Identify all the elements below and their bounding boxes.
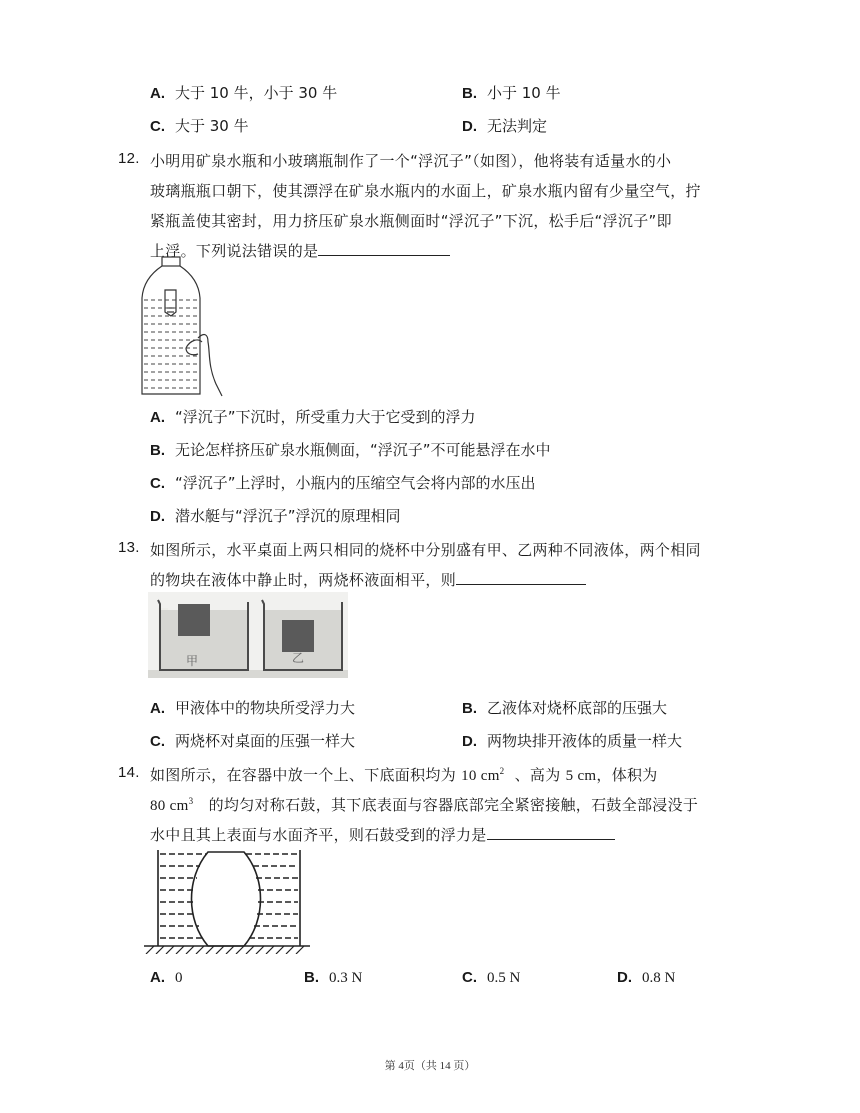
option-text: 两物块排开液体的质量一样大 [487, 732, 683, 750]
q12-option-a [150, 406, 476, 427]
q14-option-a [150, 968, 183, 987]
q12-stem-line-1: 小明用矿泉水瓶和小玻璃瓶制作了一个“浮沉子”（如图），他将装有适量水的小 [150, 152, 672, 170]
option-text: 两烧杯对桌面的压强一样大 [175, 732, 356, 750]
answer-blank [318, 241, 450, 256]
q12-number: 12. [118, 150, 140, 167]
q11-option-c [150, 115, 249, 136]
answer-blank [487, 825, 615, 840]
option-text: 0.3 N [329, 970, 363, 986]
q12-stem-text: 上浮。下列说法错误的是 [150, 242, 319, 260]
option-text: “浮沉子”上浮时，小瓶内的压缩空气会将内部的水压出 [175, 474, 536, 492]
option-label: A. [150, 969, 165, 986]
stone-drum-figure [144, 848, 310, 954]
option-label: B. [462, 700, 477, 717]
option-label: A. [150, 409, 165, 426]
option-text: 潜水艇与“浮沉子”浮沉的原理相同 [175, 507, 401, 525]
q12-stem-line-3: 紧瓶盖使其密封，用力挤压矿泉水瓶侧面时“浮沉子”下沉，松手后“浮沉子”即 [150, 212, 672, 230]
beaker-label-jia: 甲 [186, 654, 199, 668]
q11-option-b [462, 82, 561, 103]
beaker-jia [158, 600, 248, 670]
q14-option-d [617, 968, 675, 987]
q13-option-c [150, 730, 355, 751]
option-text: 无法判定 [487, 117, 548, 135]
option-text: “浮沉子”下沉时，所受重力大于它受到的浮力 [175, 408, 476, 426]
q12-stem-line-2: 玻璃瓶瓶口朝下，使其漂浮在矿泉水瓶内的水面上，矿泉水瓶内留有少量空气，拧 [150, 182, 701, 200]
q14-text: ，体积为 [596, 766, 658, 784]
cartesian-diver-figure [138, 256, 234, 398]
q14-stem-line-3 [150, 824, 615, 845]
option-label: D. [617, 969, 632, 986]
q14-text: 的均匀对称石鼓，其下底表面与容器底部完全紧密接触，石鼓全部浸没于 [208, 796, 699, 814]
option-label: B. [462, 85, 477, 102]
q13-option-a [150, 697, 355, 718]
q12-option-d [150, 505, 401, 526]
option-text: 乙液体对烧杯底部的压强大 [487, 699, 668, 717]
answer-blank [456, 570, 586, 585]
option-label: B. [150, 442, 165, 459]
option-label: D. [462, 733, 477, 750]
q14-option-c [462, 968, 520, 987]
option-label: A. [150, 700, 165, 717]
q12-option-c [150, 472, 536, 493]
area-value: 10 cm [461, 768, 500, 784]
option-label: D. [462, 118, 477, 135]
beaker-label-yi: 乙 [292, 651, 305, 665]
q14-height: 5 cm [565, 768, 597, 784]
option-label: B. [304, 969, 319, 986]
q14-area [461, 768, 504, 784]
q14-stem-line-2 [150, 794, 698, 815]
q12-option-b [150, 439, 551, 460]
q14-text: 、高为 [514, 766, 561, 784]
q14-text: 水中且其上表面与水面齐平，则石鼓受到的浮力是 [150, 826, 487, 844]
page-footer: 第 4页（共 14 页） [384, 1060, 476, 1072]
q13-option-b [462, 697, 667, 718]
q14-text: 如图所示，在容器中放一个上、下底面积均为 [150, 766, 457, 784]
q13-stem-text: 的物块在液体中静止时，两烧杯液面相平，则 [150, 571, 457, 589]
option-label: C. [150, 475, 165, 492]
q14-stem-line-1 [150, 764, 658, 785]
volume-exponent: 3 [188, 796, 194, 806]
option-text: 小于 10 牛 [487, 84, 561, 102]
option-text: 0.8 N [642, 970, 676, 986]
q14-option-b [304, 968, 362, 987]
q13-option-d [462, 730, 682, 751]
option-text: 甲液体中的物块所受浮力大 [175, 699, 356, 717]
option-text: 0 [175, 970, 183, 986]
option-text: 无论怎样挤压矿泉水瓶侧面，“浮沉子”不可能悬浮在水中 [175, 441, 551, 459]
option-label: C. [150, 118, 165, 135]
option-text: 0.5 N [487, 970, 521, 986]
q13-stem-line-1: 如图所示，水平桌面上两只相同的烧杯中分别盛有甲、乙两种不同液体，两个相同 [150, 541, 701, 559]
q13-number: 13. [118, 539, 140, 556]
q11-option-d [462, 115, 547, 136]
q14-number: 14. [118, 764, 140, 781]
area-exponent: 2 [499, 766, 505, 776]
option-label: C. [150, 733, 165, 750]
q14-volume [150, 798, 193, 814]
option-label: A. [150, 85, 165, 102]
q11-option-a [150, 82, 337, 103]
option-label: D. [150, 508, 165, 525]
q13-stem-line-2 [150, 569, 586, 590]
beakers-figure [148, 592, 348, 678]
option-label: C. [462, 969, 477, 986]
option-text: 大于 10 牛，小于 30 牛 [175, 84, 338, 102]
volume-value: 80 cm [150, 798, 189, 814]
option-text: 大于 30 牛 [175, 117, 249, 135]
